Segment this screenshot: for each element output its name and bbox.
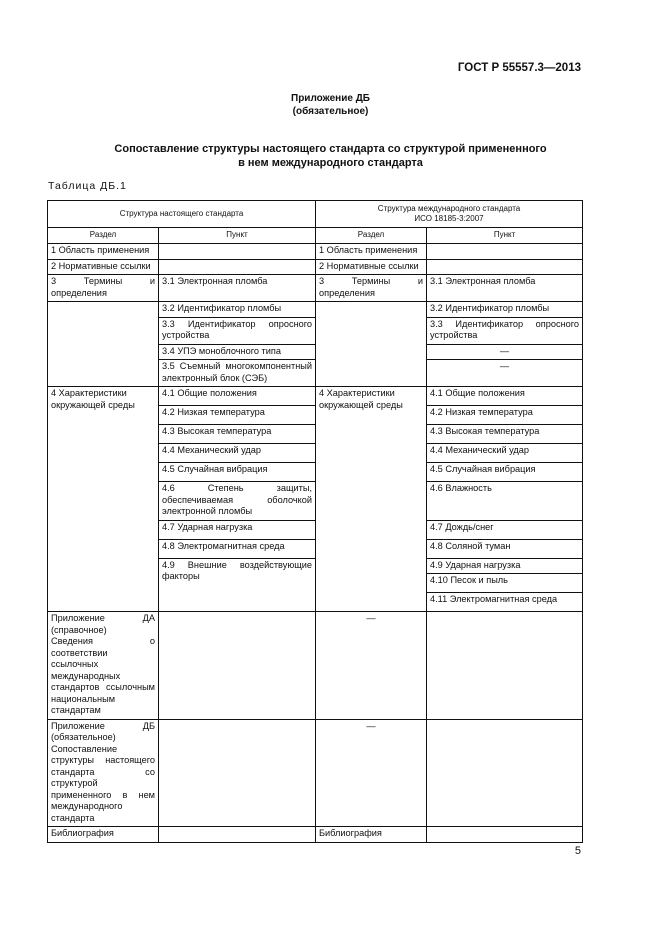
document-title-line2: в нем международного стандарта <box>238 157 423 169</box>
cell-item: 4.1 Общие положения <box>159 387 316 406</box>
appendix-title: Приложение ДБ <box>291 93 370 104</box>
cell-item: 4.8 Электромагнитная среда <box>159 539 316 558</box>
cell-item <box>159 719 316 827</box>
cell-item <box>159 612 316 720</box>
cell-section <box>48 719 159 827</box>
cell-item <box>427 259 583 275</box>
cell-item <box>159 244 316 260</box>
col-razdel: Раздел <box>316 228 427 244</box>
cell-item: 4.2 Низкая температура <box>159 406 316 425</box>
cell-item: 4.3 Высокая температура <box>159 425 316 444</box>
cell-item: 4.5 Случайная вибрация <box>427 463 583 482</box>
cell-item: 4.6 Влажность <box>427 482 583 521</box>
cell-item: 4.9 Внешние воздействующие факторы <box>159 558 316 612</box>
header-international-structure <box>316 201 583 228</box>
cell-item: 4.3 Высокая температура <box>427 425 583 444</box>
appendix-db-description: Сопоставление структуры настоящего стандарта со структурой примененного в нем международного стандарта <box>51 743 155 823</box>
appendix-db-title: Приложение ДБ (обязательное) <box>51 720 155 742</box>
table-subheader-row <box>48 228 583 244</box>
appendix-heading <box>0 92 661 118</box>
cell-item: 4.4 Механический удар <box>159 444 316 463</box>
table-row <box>48 387 583 406</box>
header-international-code: ИСО 18185-3:2007 <box>414 213 484 223</box>
cell-section <box>316 302 427 387</box>
cell-item: 3.3 Идентификатор опросного устройства <box>159 317 316 344</box>
cell-item: 4.9 Ударная нагрузка <box>427 558 583 574</box>
cell-item: 3.1 Электронная пломба <box>427 275 583 302</box>
col-punkt: Пункт <box>159 228 316 244</box>
table-row <box>48 612 583 720</box>
cell-item: 3.2 Идентификатор пломбы <box>427 302 583 318</box>
document-title <box>0 142 661 170</box>
cell-section: Библиография <box>316 827 427 843</box>
page-number: 5 <box>574 845 581 857</box>
col-punkt: Пункт <box>427 228 583 244</box>
cell-section <box>48 612 159 720</box>
table-row <box>48 719 583 827</box>
cell-item <box>159 827 316 843</box>
table-row <box>48 275 583 302</box>
comparison-table <box>47 200 583 843</box>
cell-section: — <box>316 719 427 827</box>
cell-item: 3.3 Идентификатор опросного устройства <box>427 317 583 344</box>
table-header-row <box>48 201 583 228</box>
cell-item: 4.2 Низкая температура <box>427 406 583 425</box>
cell-item: 4.8 Соляной туман <box>427 539 583 558</box>
cell-section: 3 Термины и определения <box>316 275 427 302</box>
cell-item: 4.6 Степень защиты, обеспечиваемая оболочкой электронной пломбы <box>159 482 316 521</box>
cell-item: 4.11 Электромагнитная среда <box>427 593 583 612</box>
cell-item <box>427 827 583 843</box>
table-row <box>48 302 583 318</box>
cell-section: 4 Характеристики окружающей среды <box>48 387 159 612</box>
document-title-line1: Сопоставление структуры настоящего стандарта со структурой примененного <box>114 143 547 155</box>
cell-item: — <box>427 360 583 387</box>
table-row <box>48 827 583 843</box>
cell-section: 1 Область применения <box>48 244 159 260</box>
cell-item: 3.2 Идентификатор пломбы <box>159 302 316 318</box>
appendix-status: (обязательное) <box>292 106 369 117</box>
cell-section: 2 Нормативные ссылки <box>48 259 159 275</box>
appendix-da-description: Сведения о соответствии ссылочных международных стандартов ссылочным национальным стандартам <box>51 636 155 715</box>
standard-designation: ГОСТ Р 55557.3—2013 <box>457 62 581 74</box>
cell-item <box>427 612 583 720</box>
cell-item: 3.1 Электронная пломба <box>159 275 316 302</box>
cell-item <box>427 719 583 827</box>
cell-section <box>48 302 159 387</box>
header-international-label: Структура международного стандарта <box>377 203 521 213</box>
header-national-structure: Структура настоящего стандарта <box>48 201 316 228</box>
cell-item <box>159 259 316 275</box>
appendix-da-title: Приложение ДА (справочное) <box>51 613 155 635</box>
cell-item: 4.1 Общие положения <box>427 387 583 406</box>
cell-item: 4.5 Случайная вибрация <box>159 463 316 482</box>
cell-section: 3 Термины и определения <box>48 275 159 302</box>
cell-section: Библиография <box>48 827 159 843</box>
cell-item: 3.4 УПЭ моноблочного типа <box>159 344 316 360</box>
cell-section: — <box>316 612 427 720</box>
table-row <box>48 244 583 260</box>
cell-item: — <box>427 344 583 360</box>
cell-item: 4.7 Ударная нагрузка <box>159 520 316 539</box>
cell-item <box>427 244 583 260</box>
cell-item: 4.7 Дождь/снег <box>427 520 583 539</box>
table-row <box>48 259 583 275</box>
cell-section: 2 Нормативные ссылки <box>316 259 427 275</box>
cell-item: 4.10 Песок и пыль <box>427 574 583 593</box>
cell-section: 4 Характеристики окружающей среды <box>316 387 427 612</box>
table-caption: Таблица ДБ.1 <box>48 180 127 192</box>
cell-section: 1 Область применения <box>316 244 427 260</box>
cell-item: 4.4 Механический удар <box>427 444 583 463</box>
cell-item: 3.5 Съемный многокомпонентный электронный блок (СЭБ) <box>159 360 316 387</box>
col-razdel: Раздел <box>48 228 159 244</box>
